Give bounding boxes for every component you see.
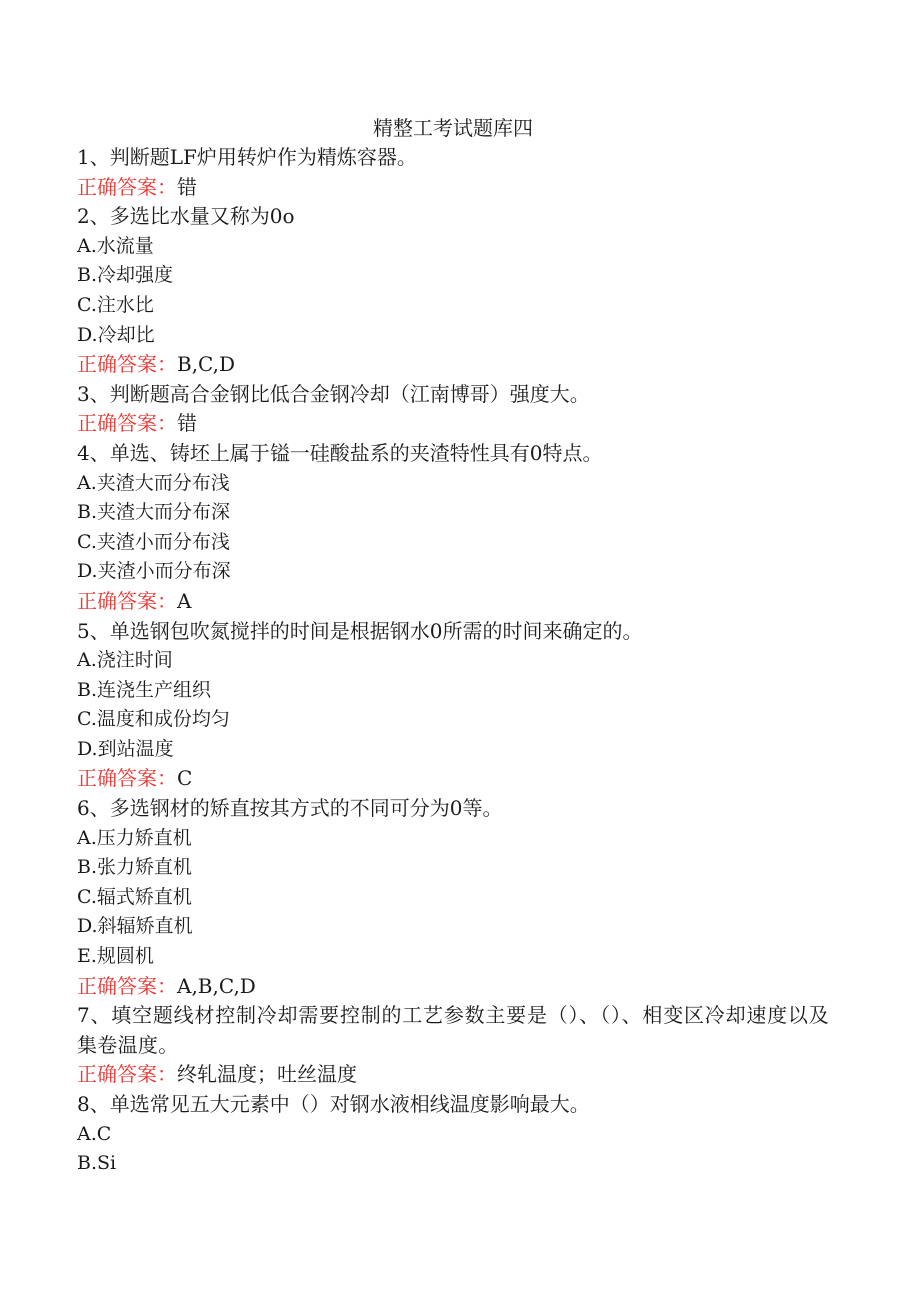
question-stem: 3、判断题高合金钢比低合金钢冷却（江南博哥）强度大。 (77, 381, 590, 406)
option-a: A.压力矫直机 (77, 826, 192, 849)
answer-label: 正确答案： (77, 588, 177, 613)
document-page (77, 113, 829, 1179)
answer-label: 正确答案： (77, 766, 177, 791)
answer-line (77, 587, 829, 617)
option-a: A.水流量 (77, 234, 154, 257)
question-stem: 8、单选常见五大元素中（）对钢水液相线温度影响最大。 (77, 1092, 590, 1116)
answer-line (77, 1060, 829, 1090)
question-stem: 5、单选钢包吹氮搅拌的时间是根据钢水0所需的时间来确定的。 (77, 618, 643, 643)
option-a: A.浇注时间 (77, 649, 173, 672)
answer-label: 正确答案： (77, 352, 177, 377)
question-stem: 1、判断题LF炉用转炉作为精炼容器。 (77, 145, 417, 169)
answer-label: 正确答案： (77, 411, 177, 436)
answer-line (77, 972, 829, 1002)
option-b: B.冷却强度 (77, 264, 174, 287)
option-d: D.斜辐矫直机 (77, 915, 193, 938)
answer-line (77, 173, 829, 203)
question-stem: 7、填空题线材控制冷却需要控制的工艺参数主要是（）、（）、相变区冷却速度以及集卷温度。 (77, 1003, 829, 1057)
option-c: C.注水比 (77, 293, 154, 316)
answer-value: 终轧温度；吐丝温度 (177, 1062, 357, 1087)
answer-label: 正确答案： (77, 1062, 177, 1087)
answer-value: 错 (177, 411, 197, 436)
option-a: A.夹渣大而分布浅 (77, 471, 230, 494)
option-b: B.Si (77, 1152, 117, 1175)
answer-line (77, 764, 829, 794)
question-stem: 2、多选比水量又称为0o (77, 204, 295, 229)
answer-value: A (177, 588, 192, 613)
document-title: 精整工考试题库四 (373, 116, 533, 140)
option-c: C.温度和成份均匀 (77, 708, 230, 731)
option-a: A.C (77, 1122, 112, 1145)
option-b: B.夹渣大而分布深 (77, 501, 231, 524)
option-d: D.夹渣小而分布深 (77, 560, 231, 583)
option-e: E.规圆机 (77, 945, 154, 968)
question-stem: 6、多选钢材的矫直按其方式的不同可分为0等。 (77, 796, 503, 821)
answer-line (77, 350, 829, 380)
option-c: C.夹渣小而分布浅 (77, 530, 230, 553)
option-b: B.张力矫直机 (77, 856, 193, 879)
answer-value: 错 (177, 174, 197, 199)
answer-line (77, 409, 829, 439)
option-b: B.连浇生产组织 (77, 678, 212, 701)
answer-value: B,C,D (177, 352, 236, 377)
option-d: D.到站温度 (77, 737, 174, 760)
question-stem: 4、单选、铸坯上属于镒一硅酸盐系的夹渣特性具有0特点。 (77, 440, 603, 465)
option-d: D.冷却比 (77, 323, 155, 346)
answer-value: C (177, 766, 193, 791)
answer-label: 正确答案： (77, 174, 177, 199)
answer-label: 正确答案： (77, 973, 177, 998)
answer-value: A,B,C,D (177, 973, 256, 998)
option-c: C.辐式矫直机 (77, 885, 192, 908)
